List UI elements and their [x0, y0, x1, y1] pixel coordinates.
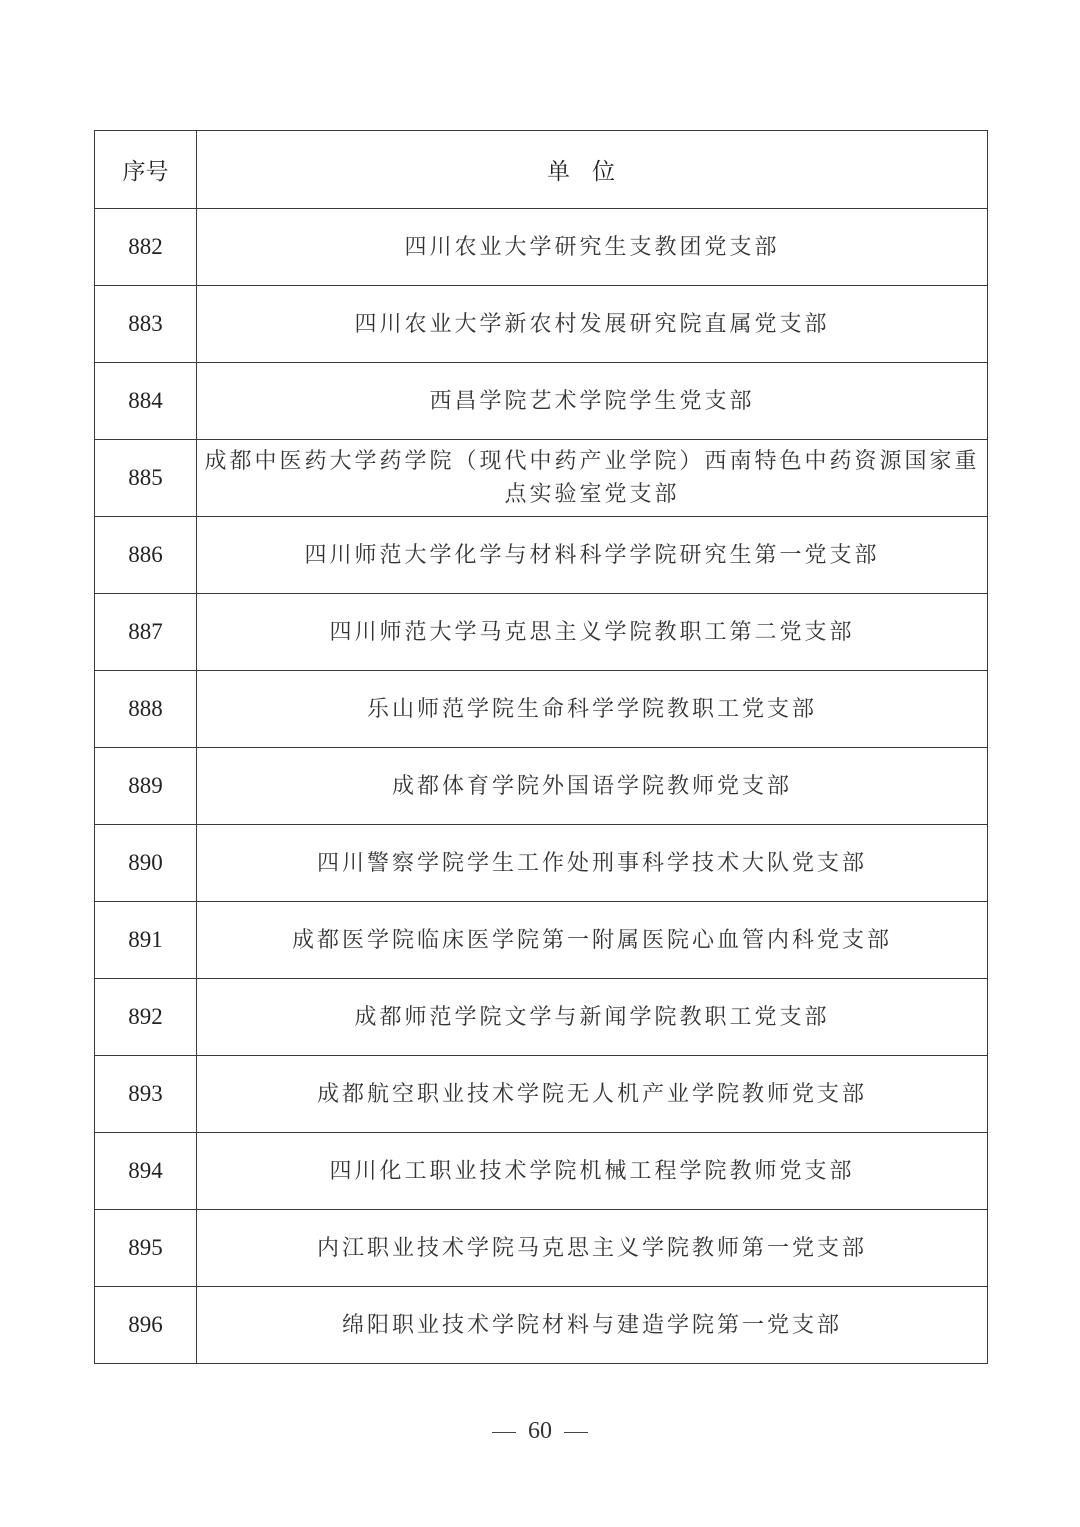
table-row: [95, 209, 988, 286]
table-row: [95, 1056, 988, 1133]
table-row: [95, 979, 988, 1056]
row-number: 883: [95, 286, 197, 363]
row-unit: 成都中医药大学药学院（现代中药产业学院）西南特色中药资源国家重点实验室党支部: [197, 440, 988, 517]
table-row: [95, 671, 988, 748]
row-number: 895: [95, 1210, 197, 1287]
table-row: [95, 440, 988, 517]
page-footer: [0, 1418, 1080, 1445]
column-header-number: 序号: [95, 131, 197, 209]
row-number: 896: [95, 1287, 197, 1364]
row-number: 892: [95, 979, 197, 1056]
table-row: [95, 1210, 988, 1287]
table-row: [95, 825, 988, 902]
table-row: [95, 1287, 988, 1364]
table-row: [95, 363, 988, 440]
table-row: [95, 517, 988, 594]
row-number: 886: [95, 517, 197, 594]
party-branch-table: [94, 130, 988, 1364]
table-row: [95, 902, 988, 979]
row-unit: 四川师范大学马克思主义学院教职工第二党支部: [197, 594, 988, 671]
row-number: 882: [95, 209, 197, 286]
row-unit: 四川警察学院学生工作处刑事科学技术大队党支部: [197, 825, 988, 902]
row-unit: 成都师范学院文学与新闻学院教职工党支部: [197, 979, 988, 1056]
table-row: [95, 594, 988, 671]
page-number: 60: [528, 1418, 552, 1444]
column-header-unit: 单位: [197, 131, 988, 209]
row-unit: 成都医学院临床医学院第一附属医院心血管内科党支部: [197, 902, 988, 979]
row-unit: 绵阳职业技术学院材料与建造学院第一党支部: [197, 1287, 988, 1364]
row-number: 888: [95, 671, 197, 748]
row-number: 889: [95, 748, 197, 825]
row-number: 891: [95, 902, 197, 979]
table-header-row: [95, 131, 988, 209]
row-unit: 四川农业大学新农村发展研究院直属党支部: [197, 286, 988, 363]
row-number: 884: [95, 363, 197, 440]
dash-right: [564, 1432, 588, 1434]
table-row: [95, 286, 988, 363]
row-number: 894: [95, 1133, 197, 1210]
row-unit: 成都体育学院外国语学院教师党支部: [197, 748, 988, 825]
row-number: 893: [95, 1056, 197, 1133]
row-unit: 四川化工职业技术学院机械工程学院教师党支部: [197, 1133, 988, 1210]
row-unit: 内江职业技术学院马克思主义学院教师第一党支部: [197, 1210, 988, 1287]
table-row: [95, 748, 988, 825]
row-unit: 西昌学院艺术学院学生党支部: [197, 363, 988, 440]
row-unit: 乐山师范学院生命科学学院教职工党支部: [197, 671, 988, 748]
table-row: [95, 1133, 988, 1210]
row-number: 890: [95, 825, 197, 902]
row-number: 885: [95, 440, 197, 517]
row-unit: 成都航空职业技术学院无人机产业学院教师党支部: [197, 1056, 988, 1133]
row-number: 887: [95, 594, 197, 671]
row-unit: 四川师范大学化学与材料科学学院研究生第一党支部: [197, 517, 988, 594]
dash-left: [492, 1432, 516, 1434]
row-unit: 四川农业大学研究生支教团党支部: [197, 209, 988, 286]
